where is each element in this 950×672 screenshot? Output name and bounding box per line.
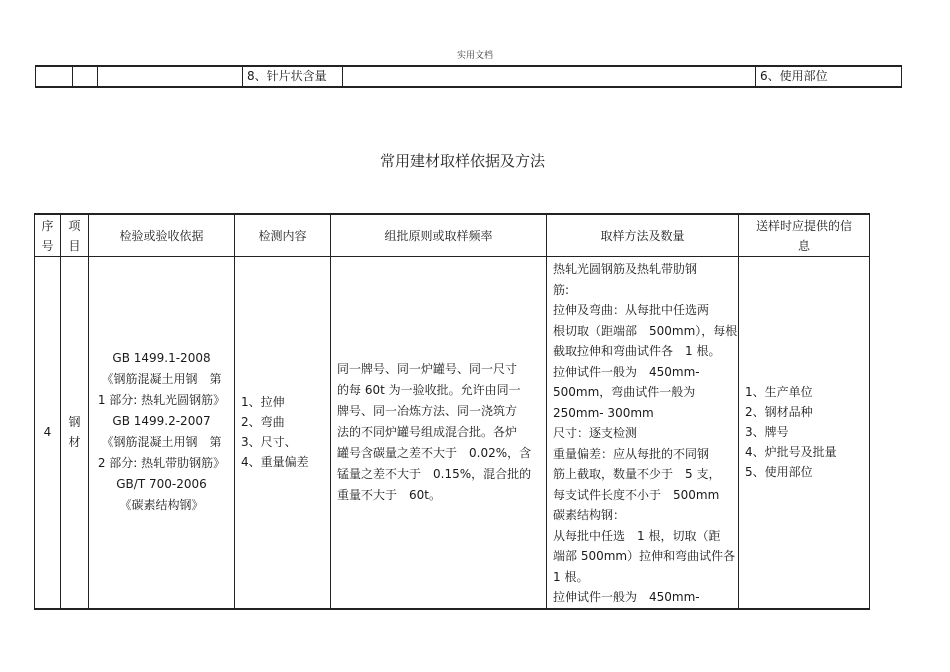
info-line: 5、使用部位 [745,465,813,480]
standard-line: GB 1499.1-2008 [112,351,211,366]
cell-info [739,257,870,609]
method-line: 1 根。 [553,569,589,584]
content-line: 3、尺寸、 [241,435,297,450]
info-line: 1、生产单位 [745,385,813,400]
standard-line: GB/T 700-2006 [116,477,207,492]
batch-line: 法的不同炉罐号组成混合批。各炉 [337,424,518,439]
fragment-cell-5 [343,66,756,87]
header-row [35,214,870,257]
batch-line: 的每 60t 为一验收批。允许由同一 [337,382,521,397]
batch-line: 锰量之差不大于 0.15%，混合批的 [337,466,532,481]
standard-line: 《钢筋混凝土用钢 第 [101,372,222,387]
standard-line: GB 1499.2-2007 [112,414,211,429]
standard-line: 2 部分: 热轧带肋钢筋》 [97,456,226,471]
header-item-line: 目 [68,238,81,253]
header-info [739,214,870,257]
table-row [35,257,870,609]
method-line: 截取拉伸和弯曲试件各 1 根。 [553,344,721,358]
cell-batch [331,257,547,609]
method-line: 碳素结构钢： [553,508,626,522]
header-info-line: 送样时应提供的信 [755,218,852,233]
method-line: 尺寸：逐支检测 [553,426,638,440]
fragment-cell-3 [98,66,243,87]
batch-line: 牌号、同一冶炼方法、同一浇筑方 [337,403,518,418]
header-item-line: 项 [68,218,81,233]
method-line: 筋上截取，数量不少于 5 支， [553,467,721,481]
batch-line: 罐号含碳量之差不大于 0.02%，含 [337,445,532,460]
batch-line: 同一牌号、同一炉罐号、同一尺寸 [337,361,518,376]
header-method: 取样方法及数量 [547,214,739,257]
document-title: 常用建材取样依据及方法 [379,152,545,170]
cell-item [61,257,89,609]
header-standard: 检验或验收依据 [89,214,235,257]
cell-method [547,257,739,609]
cell-standard [89,257,235,609]
method-line: 拉伸试件一般为 450mm- [553,364,700,379]
method-line: 每支试件长度不小于 500mm [553,487,720,502]
method-line: 重量偏差：应从每批的不同钢 [553,446,710,461]
fragment-row [36,66,902,87]
info-line: 3、牌号 [745,425,789,440]
cell-seq: 4 [35,257,61,609]
method-line: 拉伸试件一般为 450mm- [553,590,700,604]
header-info-line: 息 [797,238,810,253]
fragment-cell-info: 6、使用部位 [756,66,902,87]
content-line: 2、弯曲 [241,415,285,430]
header-seq-line: 号 [41,238,54,253]
standard-line: 1 部分: 热轧光圆钢筋》 [97,393,226,408]
content-line: 1、拉伸 [241,395,285,410]
fragment-cell-test-item: 8、针片状含量 [243,66,343,87]
info-line: 2、钢材品种 [745,405,813,420]
previous-table-fragment [35,65,902,88]
method-line: 500mm，弯曲试件一般为 [553,385,696,399]
fragment-cell-1 [36,66,73,87]
method-line: 端部 500mm）拉伸和弯曲试件各 [553,549,736,563]
sampling-table [34,213,870,610]
cell-item-line: 材 [68,435,81,450]
fragment-cell-2 [73,66,98,87]
method-line: 拉伸及弯曲：从每批中任选两 [553,303,710,317]
header-batch: 组批原则或取样频率 [331,214,547,257]
cell-item-line: 钢 [68,415,81,430]
header-seq-line: 序 [41,218,54,233]
method-line: 从每批中任选 1 根，切取（距 [553,528,721,543]
info-line: 4、炉批号及批量 [745,445,837,460]
header-content: 检测内容 [235,214,331,257]
page-header: 实用文档 [456,51,493,61]
header-seq [35,214,61,257]
method-line: 热轧光圆钢筋及热轧带肋钢 [553,262,698,276]
standard-line: 《钢筋混凝土用钢 第 [101,435,222,450]
standard-line: 《碳素结构钢》 [119,498,204,513]
batch-line: 重量不大于 60t。 [337,487,441,502]
method-line: 筋: [553,282,570,297]
header-item [61,214,89,257]
content-line: 4、重量偏差 [241,455,309,470]
method-line: 根切取（距端部 500mm），每根 [553,323,738,338]
method-line: 250mm- 300mm [553,405,654,420]
cell-content [235,257,331,609]
